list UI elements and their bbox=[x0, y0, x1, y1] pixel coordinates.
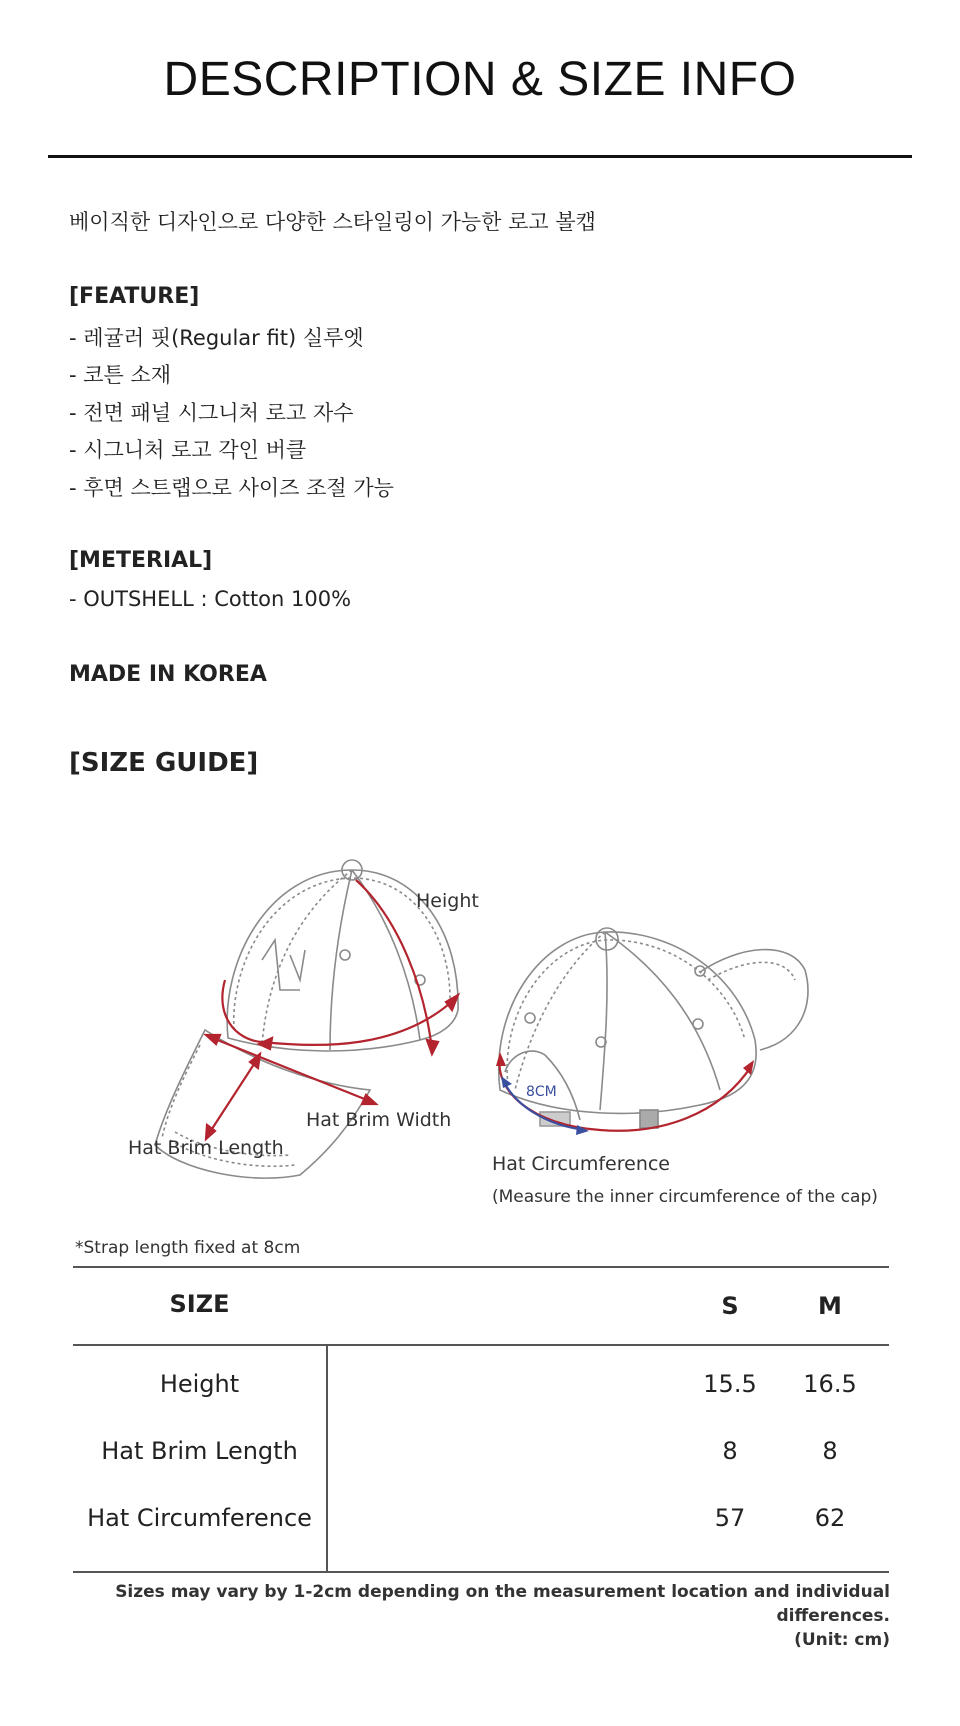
label-circumference-note: (Measure the inner circumference of the cap) bbox=[492, 1187, 878, 1207]
feature-item: - 시그니처 로고 각인 버클 bbox=[69, 438, 307, 462]
table-cell: 16.5 bbox=[803, 1370, 857, 1398]
feature-heading: [FEATURE] bbox=[69, 284, 200, 309]
front-measurement-lines bbox=[206, 880, 458, 1139]
feature-item: - 전면 패널 시그니처 로고 자수 bbox=[69, 401, 354, 425]
table-cell: 62 bbox=[814, 1504, 846, 1532]
label-brim-width: Hat Brim Width bbox=[306, 1109, 452, 1131]
table-row-label: Hat Brim Length bbox=[101, 1437, 298, 1465]
table-top-rule bbox=[73, 1266, 889, 1268]
feature-item: - 후면 스트랩으로 사이즈 조절 가능 bbox=[69, 476, 394, 500]
unit-note: (Unit: cm) bbox=[794, 1630, 890, 1650]
table-cell: 8 bbox=[822, 1437, 838, 1465]
feature-item: - 레귤러 핏(Regular fit) 실루엣 bbox=[69, 326, 364, 350]
title-divider bbox=[48, 155, 912, 158]
footnote-line: Sizes may vary by 1-2cm depending on the measurement location and individual differences. bbox=[115, 1582, 890, 1626]
feature-item: - 코튼 소재 bbox=[69, 363, 172, 387]
material-heading: [METERIAL] bbox=[69, 548, 213, 573]
table-header-m: M bbox=[818, 1292, 842, 1320]
table-bottom-rule bbox=[73, 1571, 889, 1573]
label-strap-8cm: 8CM bbox=[526, 1084, 557, 1100]
strap-note: *Strap length fixed at 8cm bbox=[75, 1238, 301, 1258]
size-guide-heading: [SIZE GUIDE] bbox=[69, 748, 259, 778]
product-intro: 베이직한 디자인으로 다양한 스타일링이 가능한 로고 볼캡 bbox=[69, 210, 596, 234]
origin-text: MADE IN KOREA bbox=[69, 662, 267, 687]
table-header-rule bbox=[73, 1344, 889, 1346]
table-row-label: Hat Circumference bbox=[87, 1504, 312, 1532]
label-brim-length: Hat Brim Length bbox=[128, 1137, 284, 1159]
table-cell: 15.5 bbox=[703, 1370, 757, 1398]
label-circumference: Hat Circumference bbox=[492, 1153, 670, 1175]
table-header-size: SIZE bbox=[169, 1290, 230, 1318]
table-cell: 8 bbox=[722, 1437, 738, 1465]
table-cell: 57 bbox=[714, 1504, 746, 1532]
page-title: DESCRIPTION & SIZE INFO bbox=[163, 53, 797, 106]
material-text: - OUTSHELL : Cotton 100% bbox=[69, 587, 352, 611]
cap-measurement-diagram bbox=[0, 840, 960, 1220]
measurement-footnote bbox=[0, 1580, 890, 1652]
label-height: Height bbox=[416, 890, 479, 912]
table-column-divider bbox=[326, 1346, 328, 1572]
table-header-s: S bbox=[721, 1292, 739, 1320]
table-row-label: Height bbox=[159, 1370, 240, 1398]
